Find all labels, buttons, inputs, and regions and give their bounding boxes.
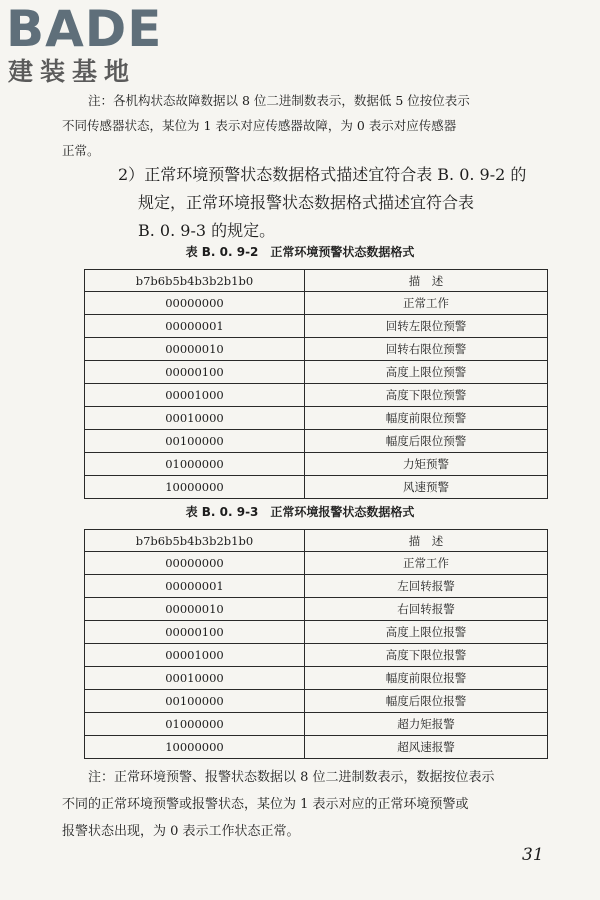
sensor-fault-note bbox=[62, 88, 558, 163]
clause-line-2: 规定，正常环境报警状态数据格式描述宜符合表 bbox=[138, 193, 475, 212]
bits-cell: 00000001 bbox=[85, 315, 305, 338]
table-row bbox=[85, 598, 548, 621]
bits-cell: 00100000 bbox=[85, 690, 305, 713]
table-header-row bbox=[85, 530, 548, 552]
header-description: 描 述 bbox=[304, 530, 547, 552]
bits-cell: 00000100 bbox=[85, 621, 305, 644]
bits-cell: 00000001 bbox=[85, 575, 305, 598]
header-bits: b7b6b5b4b3b2b1b0 bbox=[85, 270, 305, 292]
bits-cell: 01000000 bbox=[85, 713, 305, 736]
table-row bbox=[85, 690, 548, 713]
description-cell: 超风速报警 bbox=[304, 736, 547, 759]
table-caption-b092: 表 B. 0. 9-2 正常环境预警状态数据格式 bbox=[185, 245, 415, 259]
table-row bbox=[85, 315, 548, 338]
bits-cell: 00000000 bbox=[85, 292, 305, 315]
table-row bbox=[85, 292, 548, 315]
header-bits: b7b6b5b4b3b2b1b0 bbox=[85, 530, 305, 552]
description-cell: 高度上限位预警 bbox=[304, 361, 547, 384]
description-cell: 幅度后限位报警 bbox=[304, 690, 547, 713]
description-cell: 幅度前限位报警 bbox=[304, 667, 547, 690]
description-cell: 幅度前限位预警 bbox=[304, 407, 547, 430]
bits-cell: 00010000 bbox=[85, 667, 305, 690]
description-cell: 回转左限位预警 bbox=[304, 315, 547, 338]
bits-cell: 00010000 bbox=[85, 407, 305, 430]
table-row bbox=[85, 407, 548, 430]
note-line-1: 注：各机构状态故障数据以 8 位二进制数表示，数据低 5 位按位表示 bbox=[88, 93, 470, 108]
table-row bbox=[85, 476, 548, 499]
description-cell: 左回转报警 bbox=[304, 575, 547, 598]
table-row bbox=[85, 621, 548, 644]
bits-cell: 00000000 bbox=[85, 552, 305, 575]
table-row bbox=[85, 552, 548, 575]
clause-item-2 bbox=[118, 161, 558, 245]
clause-number: 2） bbox=[118, 165, 145, 184]
description-cell: 回转右限位预警 bbox=[304, 338, 547, 361]
logo-brand-text: BADE bbox=[6, 0, 163, 58]
note-line-2: 不同传感器状态，某位为 1 表示对应传感器故障，为 0 表示对应传感器 bbox=[62, 118, 457, 133]
bits-cell: 00001000 bbox=[85, 644, 305, 667]
bits-cell: 00001000 bbox=[85, 384, 305, 407]
description-cell: 高度下限位预警 bbox=[304, 384, 547, 407]
bits-cell: 00100000 bbox=[85, 430, 305, 453]
table-row bbox=[85, 361, 548, 384]
bade-logo bbox=[6, 2, 186, 88]
description-cell: 风速预警 bbox=[304, 476, 547, 499]
table-header-row bbox=[85, 270, 548, 292]
table-caption-b093: 表 B. 0. 9-3 正常环境报警状态数据格式 bbox=[185, 505, 415, 519]
page-number: 31 bbox=[522, 845, 544, 865]
table-row bbox=[85, 575, 548, 598]
description-cell: 超力矩报警 bbox=[304, 713, 547, 736]
table-row bbox=[85, 338, 548, 361]
description-cell: 高度下限位报警 bbox=[304, 644, 547, 667]
bits-cell: 00000010 bbox=[85, 598, 305, 621]
table-row bbox=[85, 667, 548, 690]
alarm-status-table bbox=[84, 529, 548, 759]
table-row bbox=[85, 430, 548, 453]
description-cell: 右回转报警 bbox=[304, 598, 547, 621]
warning-status-table bbox=[84, 269, 548, 499]
clause-line-3: B. 0. 9-3 的规定。 bbox=[138, 221, 276, 240]
table-row bbox=[85, 453, 548, 476]
table-row bbox=[85, 644, 548, 667]
header-description: 描 述 bbox=[304, 270, 547, 292]
table-row bbox=[85, 384, 548, 407]
note-line-2: 不同的正常环境预警或报警状态，某位为 1 表示对应的正常环境预警或 bbox=[62, 797, 469, 812]
description-cell: 正常工作 bbox=[304, 292, 547, 315]
bits-cell: 00000010 bbox=[85, 338, 305, 361]
clause-line-1: 正常环境预警状态数据格式描述宜符合表 B. 0. 9-2 的 bbox=[144, 165, 527, 184]
logo-subtitle: 建装基地 bbox=[8, 57, 137, 86]
description-cell: 正常工作 bbox=[304, 552, 547, 575]
bits-cell: 00000100 bbox=[85, 361, 305, 384]
bits-cell: 01000000 bbox=[85, 453, 305, 476]
note-line-3: 报警状态出现，为 0 表示工作状态正常。 bbox=[62, 824, 300, 839]
table-row bbox=[85, 736, 548, 759]
status-data-note bbox=[62, 764, 560, 845]
bits-cell: 10000000 bbox=[85, 736, 305, 759]
description-cell: 高度上限位报警 bbox=[304, 621, 547, 644]
description-cell: 幅度后限位预警 bbox=[304, 430, 547, 453]
description-cell: 力矩预警 bbox=[304, 453, 547, 476]
table-row bbox=[85, 713, 548, 736]
bits-cell: 10000000 bbox=[85, 476, 305, 499]
note-line-3: 正常。 bbox=[62, 143, 100, 158]
note-line-1: 注：正常环境预警、报警状态数据以 8 位二进制数表示，数据按位表示 bbox=[88, 770, 495, 785]
